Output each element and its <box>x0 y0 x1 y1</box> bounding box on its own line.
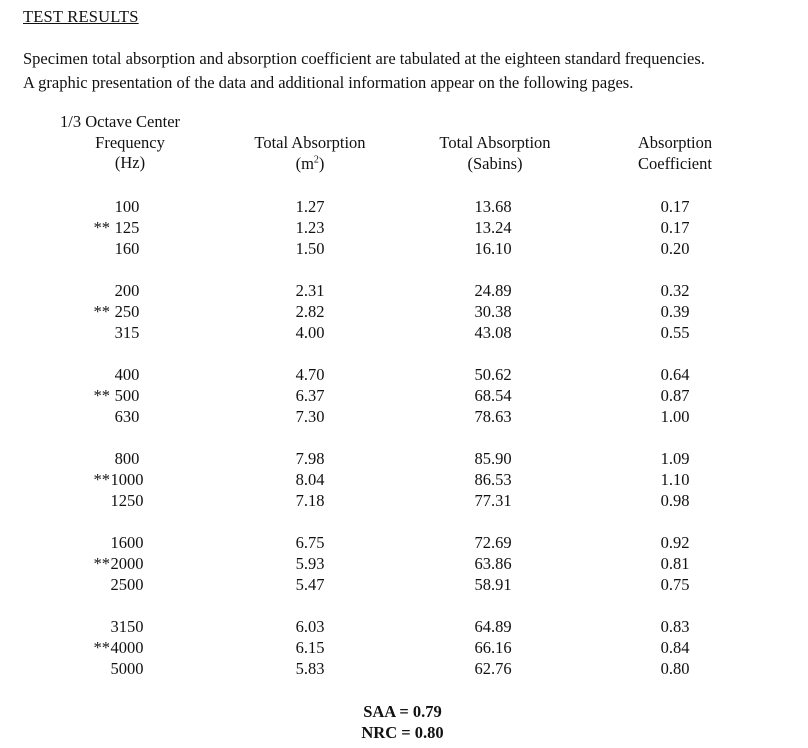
cell-coefficient: 1.10 <box>660 470 690 489</box>
cell-coefficient: 0.32 <box>660 281 690 300</box>
preferred-frequency-marker: ** <box>93 302 110 321</box>
table-row <box>0 616 808 637</box>
cell-absorption-m2: 6.37 <box>295 386 325 405</box>
cell-frequency: 5000 <box>110 659 144 678</box>
cell-coefficient: 0.92 <box>660 533 690 552</box>
table-row <box>0 658 808 679</box>
table-row <box>0 574 808 595</box>
saa-value: SAA = 0.79 <box>363 702 442 721</box>
table-row <box>0 238 808 259</box>
preferred-frequency-marker: ** <box>93 638 110 657</box>
cell-absorption-sabins: 64.89 <box>474 617 512 636</box>
cell-frequency: 3150 <box>110 617 144 636</box>
cell-absorption-m2: 6.03 <box>295 617 325 636</box>
unit-close: ) <box>318 153 325 173</box>
table-row <box>0 385 808 406</box>
cell-absorption-sabins: 78.63 <box>474 407 512 426</box>
column-header-frequency-line-1: 1/3 Octave Center <box>60 112 181 131</box>
cell-coefficient: 0.64 <box>660 365 690 384</box>
cell-frequency: 2000 <box>110 554 144 573</box>
table-row <box>0 532 808 553</box>
cell-frequency: 1250 <box>110 491 144 510</box>
cell-frequency: 800 <box>114 449 140 468</box>
table-row <box>0 280 808 301</box>
cell-absorption-sabins: 62.76 <box>474 659 512 678</box>
cell-coefficient: 0.75 <box>660 575 690 594</box>
cell-frequency: 2500 <box>110 575 144 594</box>
cell-absorption-m2: 4.00 <box>295 323 325 342</box>
cell-absorption-sabins: 68.54 <box>474 386 512 405</box>
cell-absorption-m2: 2.31 <box>295 281 325 300</box>
cell-absorption-m2: 7.30 <box>295 407 325 426</box>
cell-coefficient: 0.83 <box>660 617 690 636</box>
preferred-frequency-marker: ** <box>93 554 110 573</box>
cell-coefficient: 0.17 <box>660 197 690 216</box>
column-header-absorption-sabins <box>420 133 570 174</box>
column-header-coefficient-line-2: Coefficient <box>638 153 712 173</box>
cell-absorption-m2: 1.50 <box>295 239 325 258</box>
cell-absorption-sabins: 72.69 <box>474 533 512 552</box>
cell-coefficient: 0.80 <box>660 659 690 678</box>
table-row <box>0 490 808 511</box>
table-row <box>0 196 808 217</box>
intro-line-1: Specimen total absorption and absorption coefficient are tabulated at the eighteen standard frequencies. <box>23 49 705 68</box>
cell-absorption-m2: 5.47 <box>295 575 325 594</box>
table-row <box>0 301 808 322</box>
column-header-absorption-m2 <box>235 133 385 174</box>
cell-frequency: 100 <box>114 197 140 216</box>
table-row <box>0 406 808 427</box>
unit-open: (m <box>295 153 314 173</box>
cell-absorption-sabins: 63.86 <box>474 554 512 573</box>
cell-coefficient: 0.55 <box>660 323 690 342</box>
cell-coefficient: 0.87 <box>660 386 690 405</box>
unit-superscript: 2 <box>313 154 319 165</box>
nrc-value: NRC = 0.80 <box>361 723 444 742</box>
cell-absorption-sabins: 58.91 <box>474 575 512 594</box>
cell-absorption-m2: 1.23 <box>295 218 325 237</box>
column-header-coefficient <box>600 133 750 174</box>
cell-coefficient: 0.98 <box>660 491 690 510</box>
cell-absorption-m2: 4.70 <box>295 365 325 384</box>
cell-frequency: 160 <box>114 239 140 258</box>
cell-frequency: 400 <box>114 365 140 384</box>
page-heading: TEST RESULTS <box>23 7 139 26</box>
cell-absorption-sabins: 13.24 <box>474 218 512 237</box>
column-header-frequency-line-3: (Hz) <box>114 153 146 172</box>
cell-frequency: 630 <box>114 407 140 426</box>
intro-paragraph <box>23 47 798 95</box>
cell-absorption-m2: 5.93 <box>295 554 325 573</box>
cell-absorption-sabins: 86.53 <box>474 470 512 489</box>
column-header-coefficient-line-1: Absorption <box>637 133 713 152</box>
cell-absorption-m2: 7.98 <box>295 449 325 468</box>
cell-coefficient: 0.17 <box>660 218 690 237</box>
preferred-frequency-marker: ** <box>93 386 110 405</box>
cell-absorption-sabins: 13.68 <box>474 197 512 216</box>
table-row <box>0 217 808 238</box>
table-row <box>0 322 808 343</box>
cell-coefficient: 0.20 <box>660 239 690 258</box>
cell-coefficient: 0.39 <box>660 302 690 321</box>
cell-absorption-sabins: 66.16 <box>474 638 512 657</box>
column-header-frequency-line-2: Frequency <box>95 132 165 152</box>
cell-absorption-m2: 2.82 <box>295 302 325 321</box>
column-header-frequency <box>60 112 200 174</box>
cell-absorption-m2: 7.18 <box>295 491 325 510</box>
cell-coefficient: 0.81 <box>660 554 690 573</box>
cell-frequency: 250 <box>114 302 140 321</box>
table-row <box>0 448 808 469</box>
cell-absorption-m2: 8.04 <box>295 470 325 489</box>
intro-line-2: A graphic presentation of the data and additional information appear on the following pages. <box>23 73 634 92</box>
cell-absorption-m2: 6.75 <box>295 533 325 552</box>
table-row <box>0 469 808 490</box>
cell-coefficient: 1.00 <box>660 407 690 426</box>
column-header-absorption-m2-unit <box>235 154 385 175</box>
preferred-frequency-marker: ** <box>93 470 110 489</box>
cell-absorption-m2: 6.15 <box>295 638 325 657</box>
cell-frequency: 500 <box>114 386 140 405</box>
cell-absorption-m2: 1.27 <box>295 197 325 216</box>
cell-absorption-sabins: 85.90 <box>474 449 512 468</box>
cell-absorption-sabins: 30.38 <box>474 302 512 321</box>
cell-absorption-sabins: 77.31 <box>474 491 512 510</box>
table-row <box>0 637 808 658</box>
cell-frequency: 1600 <box>110 533 144 552</box>
column-header-absorption-sabins-line-1: Total Absorption <box>439 133 551 152</box>
cell-absorption-sabins: 16.10 <box>474 239 512 258</box>
cell-coefficient: 1.09 <box>660 449 690 468</box>
cell-absorption-sabins: 50.62 <box>474 365 512 384</box>
cell-absorption-m2: 5.83 <box>295 659 325 678</box>
cell-coefficient: 0.84 <box>660 638 690 657</box>
table-row <box>0 553 808 574</box>
cell-frequency: 200 <box>114 281 140 300</box>
column-header-absorption-m2-line-1: Total Absorption <box>254 133 366 152</box>
cell-frequency: 315 <box>114 323 140 342</box>
cell-frequency: 125 <box>114 218 140 237</box>
cell-frequency: 1000 <box>110 470 144 489</box>
column-header-absorption-sabins-line-2: (Sabins) <box>467 153 523 173</box>
preferred-frequency-marker: ** <box>93 218 110 237</box>
cell-frequency: 4000 <box>110 638 144 657</box>
cell-absorption-sabins: 43.08 <box>474 323 512 342</box>
cell-absorption-sabins: 24.89 <box>474 281 512 300</box>
table-row <box>0 364 808 385</box>
